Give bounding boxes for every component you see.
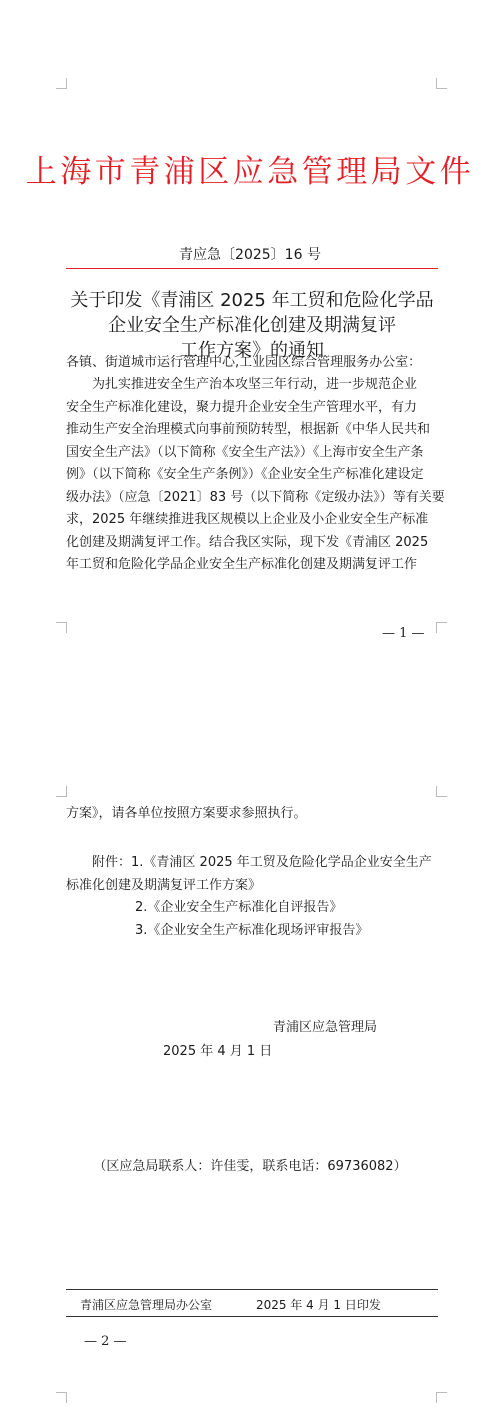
- attachment-item-2: 2.《企业安全生产标准化自评报告》: [135, 900, 343, 915]
- body-line: 为扎实推进安全生产治本攻坚三年行动，进一步规范企业: [92, 377, 418, 392]
- contact-info: （区应急局联系人：许佳雯，联系电话：69736082）: [93, 1159, 407, 1174]
- notice-title-line: 企业安全生产标准化创建及期满复评: [108, 315, 396, 336]
- body-line: 国安全生产法》（以下简称《安全生产法》）《上海市安全生产条: [66, 444, 424, 460]
- body-line: 求，2025 年继续推进我区规模以上企业及小企业安全生产标准: [66, 512, 429, 527]
- crop-mark: [436, 1392, 447, 1403]
- attachment-item-1: 附件：1.《青浦区 2025 年工贸及危险化学品企业安全生产: [92, 855, 432, 870]
- footer-rule-bottom: [66, 1316, 438, 1317]
- crop-mark: [56, 78, 67, 89]
- signature-date: 2025 年 4 月 1 日: [163, 1044, 273, 1059]
- footer-print-date: 2025 年 4 月 1 日印发: [256, 1298, 381, 1312]
- document-number: 青应急〔2025〕16 号: [179, 247, 321, 263]
- body-line: 安全生产标准化建设，聚力提升企业安全生产管理水平，有力: [66, 399, 418, 415]
- crop-mark: [56, 1392, 67, 1403]
- attachment-item-1-cont: 标准化创建及期满复评工作方案》: [66, 877, 262, 893]
- attachment-item-3: 3.《企业安全生产标准化现场评审报告》: [135, 922, 369, 938]
- crop-mark: [436, 78, 447, 89]
- body-line: 例》（以下简称《安全生产条例》）《企业安全生产标准化建设定: [66, 467, 424, 482]
- page-number-1: — 1 —: [382, 626, 425, 641]
- crop-mark: [436, 622, 447, 633]
- body-paragraph-continued: [66, 803, 442, 826]
- notice-title-line: 工作方案》的通知: [180, 340, 324, 361]
- footer-rule-top: [66, 1289, 438, 1290]
- body-line: 推动生产安全治理模式向事前预防转型，根据新《中华人民共和: [66, 422, 431, 437]
- signature-organization: 青浦区应急管理局: [273, 1020, 378, 1035]
- body-paragraph: [66, 374, 445, 577]
- body-line: 级办法》（应急〔2021〕83 号（以下简称《定级办法》）等有关要: [66, 489, 445, 505]
- crop-mark: [56, 622, 67, 633]
- body-line: 年工贸和危险化学品企业安全生产标准化创建及期满复评工作: [66, 557, 418, 572]
- red-divider-line: [66, 268, 438, 269]
- page-number-2: — 2 —: [84, 1334, 127, 1349]
- recipient-line: 各镇、街道城市运行管理中心,工业园区综合管理服务办公室：: [66, 355, 422, 370]
- body-line: 化创建及期满复评工作。结合我区实际，现下发《青浦区 2025: [66, 534, 429, 550]
- crop-mark: [436, 786, 447, 797]
- red-header-title: 上海市青浦区应急管理局文件: [25, 154, 475, 190]
- footer-issuing-office: 青浦区应急管理局办公室: [80, 1298, 213, 1312]
- attachments-block: [66, 852, 442, 942]
- crop-mark: [56, 786, 67, 797]
- notice-title-line: 关于印发《青浦区 2025 年工贸和危险化学品: [70, 290, 434, 311]
- body-line: 方案》，请各单位按照方案要求参照执行。: [66, 806, 307, 821]
- attachments-label: 附件：: [92, 855, 132, 870]
